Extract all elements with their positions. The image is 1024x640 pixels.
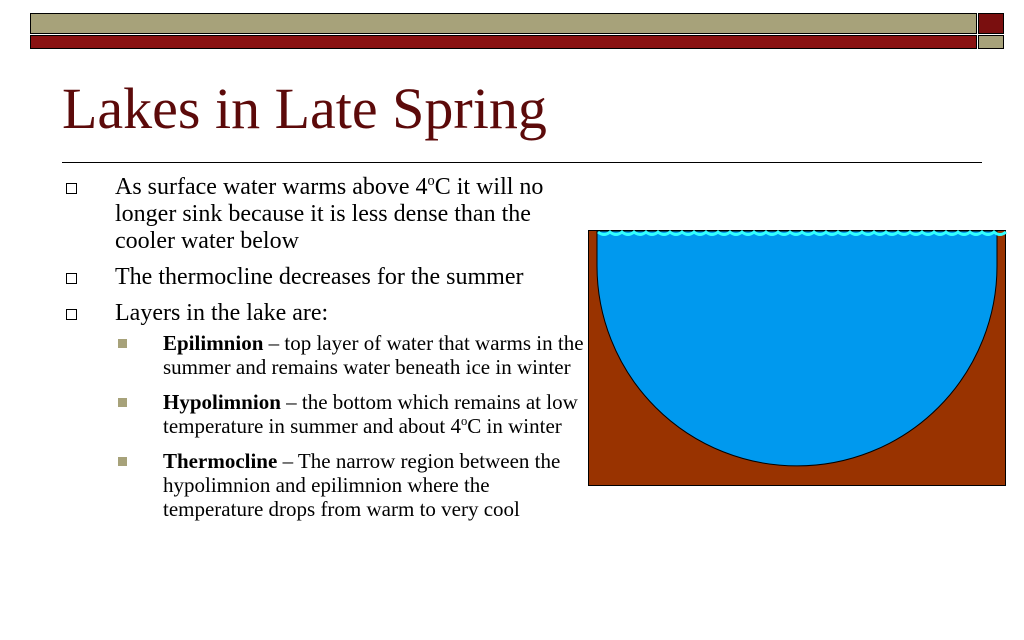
bullet-list: [62, 174, 584, 532]
bullet-item: [62, 264, 584, 291]
filled-square-bullet-icon: [118, 339, 127, 348]
sub-bullet-thermocline: [115, 449, 584, 521]
title-divider: [62, 162, 982, 163]
desc-epilimnion: – top layer of water that warms in the summer and remains water beneath ice in winter: [163, 331, 584, 379]
bullet-item: [62, 300, 584, 327]
hollow-square-bullet-icon: [66, 309, 77, 320]
bullet-text: Layers in the lake are:: [115, 300, 329, 326]
desc-thermocline: – The narrow region between the hypolimnion and epilimnion where the temperature drops from warm to very cool: [163, 449, 561, 521]
filled-square-bullet-icon: [118, 398, 127, 407]
bullet-text: As surface water warms above 4$^o$C it will no longer sink because it is less dense than the cooler water below: [115, 173, 544, 254]
filled-square-bullet-icon: [118, 457, 127, 466]
header-band-olive: [30, 13, 977, 34]
sub-bullet-epilimnion: [115, 331, 584, 379]
slide-title: Lakes in Late Spring: [62, 76, 547, 141]
sub-bullet-hypolimnion: Hypolimnion – the bottom which remains at low temperature in summer and about 4$^o$C in winter: [115, 390, 584, 438]
header-band-red: [30, 35, 977, 49]
term-hypolimnion: Hypolimnion: [163, 390, 281, 414]
bullet-item: [62, 174, 584, 255]
bullet-text: The thermocline decreases for the summer: [115, 264, 524, 290]
corner-square-red: [978, 13, 1004, 34]
term-epilimnion: Epilimnion: [163, 331, 264, 355]
hollow-square-bullet-icon: [66, 273, 77, 284]
lake-cross-section-diagram: [588, 226, 1007, 488]
corner-square-olive: [978, 35, 1004, 49]
term-thermocline: Thermocline: [163, 449, 278, 473]
hollow-square-bullet-icon: [66, 183, 77, 194]
